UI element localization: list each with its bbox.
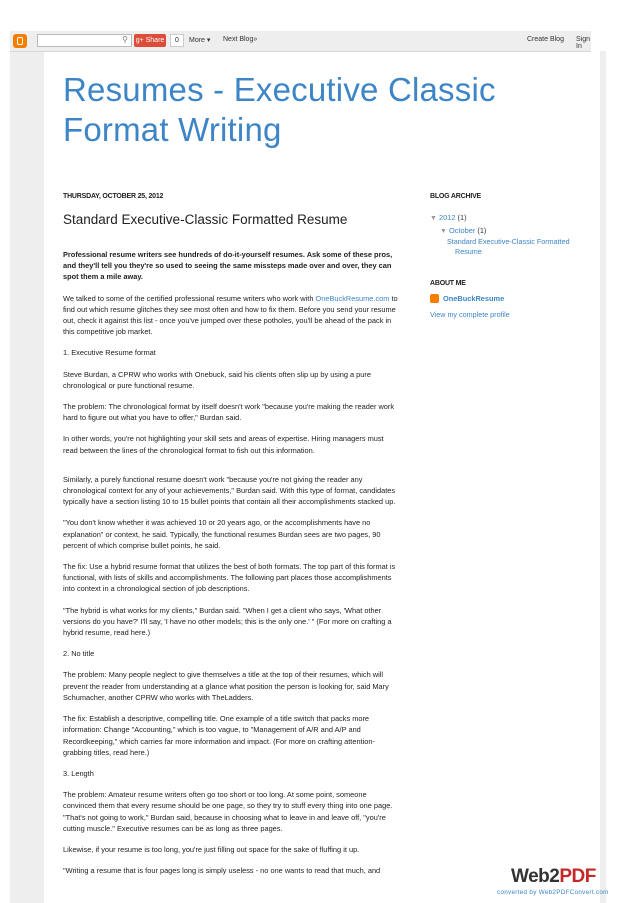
- post-body: [63, 249, 399, 886]
- search-input[interactable]: [37, 34, 132, 47]
- blog-title-line-2: Format Writing: [63, 111, 282, 148]
- post-paragraph: Steve Burdan, a CPRW who works with Onebuck, said his clients often slip up by using a pure chronological or pure functional resume.: [63, 369, 371, 390]
- blog-title-line-1: Resumes - Executive Classic: [63, 71, 496, 108]
- onebuck-link[interactable]: OneBuckResume.com: [315, 293, 390, 303]
- post-paragraph: "The hybrid is what works for my clients," Burdan said. "When I get a client who says, 'What other versions do you have?' I'll say, 'I have no other models; this is the only one.' " (For more on crafting a hybrid resume, read here.): [63, 605, 392, 638]
- profile-name-link[interactable]: OneBuckResume: [443, 294, 505, 303]
- view-profile-link[interactable]: View my complete profile: [430, 310, 510, 319]
- archive-year-2012[interactable]: ▼ 2012 (1): [430, 213, 467, 222]
- chevron-down-icon: ▾: [206, 37, 211, 44]
- post-title[interactable]: Standard Executive-Classic Formatted Resume: [63, 212, 348, 227]
- post-paragraph: The fix: Use a hybrid resume format that utilizes the best of both formats. The top part of this format is functional, with lists of skills and accomplishments. The following part places those accomplishments into context in a chronological section of job descriptions.: [63, 562, 396, 594]
- search-icon[interactable]: ⚲: [122, 35, 128, 44]
- post-paragraph: The problem: Many people neglect to give themselves a title at the top of their resumes, which will prevent the reader from understanding at a glance what position the person is looking for, said Mary Schumacher, another CPRW who works with TheLadders.: [63, 670, 389, 702]
- post-paragraph: We talked to some of the certified professional resume writers who work with OneBuckResume.com to find out which resume glitches they see most often and how to fix them. Before you send your resume out, check it against this list - once you've jumped over these potholes, you'll be ahead of the pack in this competitive job market.: [63, 293, 398, 337]
- blogger-navbar: [10, 31, 591, 52]
- web2pdf-stamp[interactable]: [497, 866, 625, 900]
- post-paragraph: 2. No title: [63, 649, 95, 659]
- post-paragraph: Likewise, if your resume is too long, you're just filling out space for the sake of fluffing it up.: [63, 844, 360, 854]
- share-label: Share: [145, 37, 165, 44]
- share-count: 0: [170, 34, 184, 47]
- post-paragraph: Similarly, a purely functional resume doesn't work "because you're not giving the reader any chronological context for any of your achievements," Burdan said. With this type of format, candidates typically have a section listing 10 to 15 bullet points that contain all their accomplishments stacked up.: [63, 474, 396, 507]
- post-paragraph: The problem: Amateur resume writers often go too short or too long. At some point, someone convinced them that every resume should be one page, so they try to stuff every thing into one page. "That's not going to work," Burdan said, because in choosing what to leave in and leave off, "you're cutting muscle." Executive resumes can be as long as three pages.: [63, 790, 393, 833]
- post-paragraph: "You don't know whether it was achieved 10 or 20 years ago, or the accomplishments have no explanation" or context, he said. Typically, the functional resumes Burdan sees are two pages, 90 percent of which comprise bullet points, he said.: [63, 518, 381, 550]
- archive-post-link[interactable]: Standard Executive-Classic Formatted Resume: [447, 237, 570, 256]
- post-paragraph: 3. Length: [63, 768, 94, 778]
- about-me-heading: ABOUT ME: [430, 280, 466, 287]
- page-margin-right: [600, 51, 606, 903]
- gplus-icon: g+: [135, 37, 146, 44]
- post-date: THURSDAY, OCTOBER 25, 2012: [63, 193, 164, 200]
- more-menu[interactable]: More ▾: [189, 37, 211, 44]
- blog-archive-heading: BLOG ARCHIVE: [430, 193, 482, 200]
- post-paragraph: In other words, you're not highlighting your skill sets and areas of expertise. Hiring managers must read between the lines of the chronological format to fish out this information.: [63, 434, 384, 455]
- post-lead: Professional resume writers see hundreds of do-it-yourself resumes. Ask some of these pros, and they'll tell you they're so used to seeing the same missteps made over and over, they can spot them a mile away.: [63, 250, 393, 282]
- triangle-down-icon[interactable]: ▼: [430, 215, 437, 222]
- archive-month-october[interactable]: ▼ October (1): [440, 226, 487, 235]
- blog-title[interactable]: [63, 70, 583, 150]
- sign-in-link[interactable]: Sign In: [576, 36, 591, 50]
- post-paragraph: The fix: Establish a descriptive, compelling title. One example of a title switch that packs more information: Change "Accounting," which is too vague, to "Management of A/R and A/P and Recordkeeping," which carries far more information and impact. (For more on crafting attention-grabbing titles, read here.): [63, 714, 375, 757]
- web2pdf-url: converted by Web2PDFConvert.com: [497, 889, 609, 896]
- share-button[interactable]: [134, 34, 166, 47]
- blogger-logo-icon[interactable]: [13, 34, 27, 48]
- page-margin-left: [10, 51, 44, 903]
- post-paragraph: "Writing a resume that is four pages long is simply useless - no one wants to read that much, and: [63, 866, 381, 876]
- post-paragraph: 1. Executive Resume format: [63, 348, 156, 358]
- next-blog-link[interactable]: Next Blog»: [223, 36, 258, 43]
- triangle-down-icon[interactable]: ▼: [440, 228, 447, 235]
- web2pdf-logo: Web2PDF: [511, 866, 596, 887]
- blogger-profile-icon: [430, 294, 439, 303]
- create-blog-link[interactable]: Create Blog: [527, 36, 564, 43]
- post-paragraph: The problem: The chronological format by itself doesn't work "because you're making the reader work hard to figure out what you have to offer," Burdan said.: [63, 402, 395, 423]
